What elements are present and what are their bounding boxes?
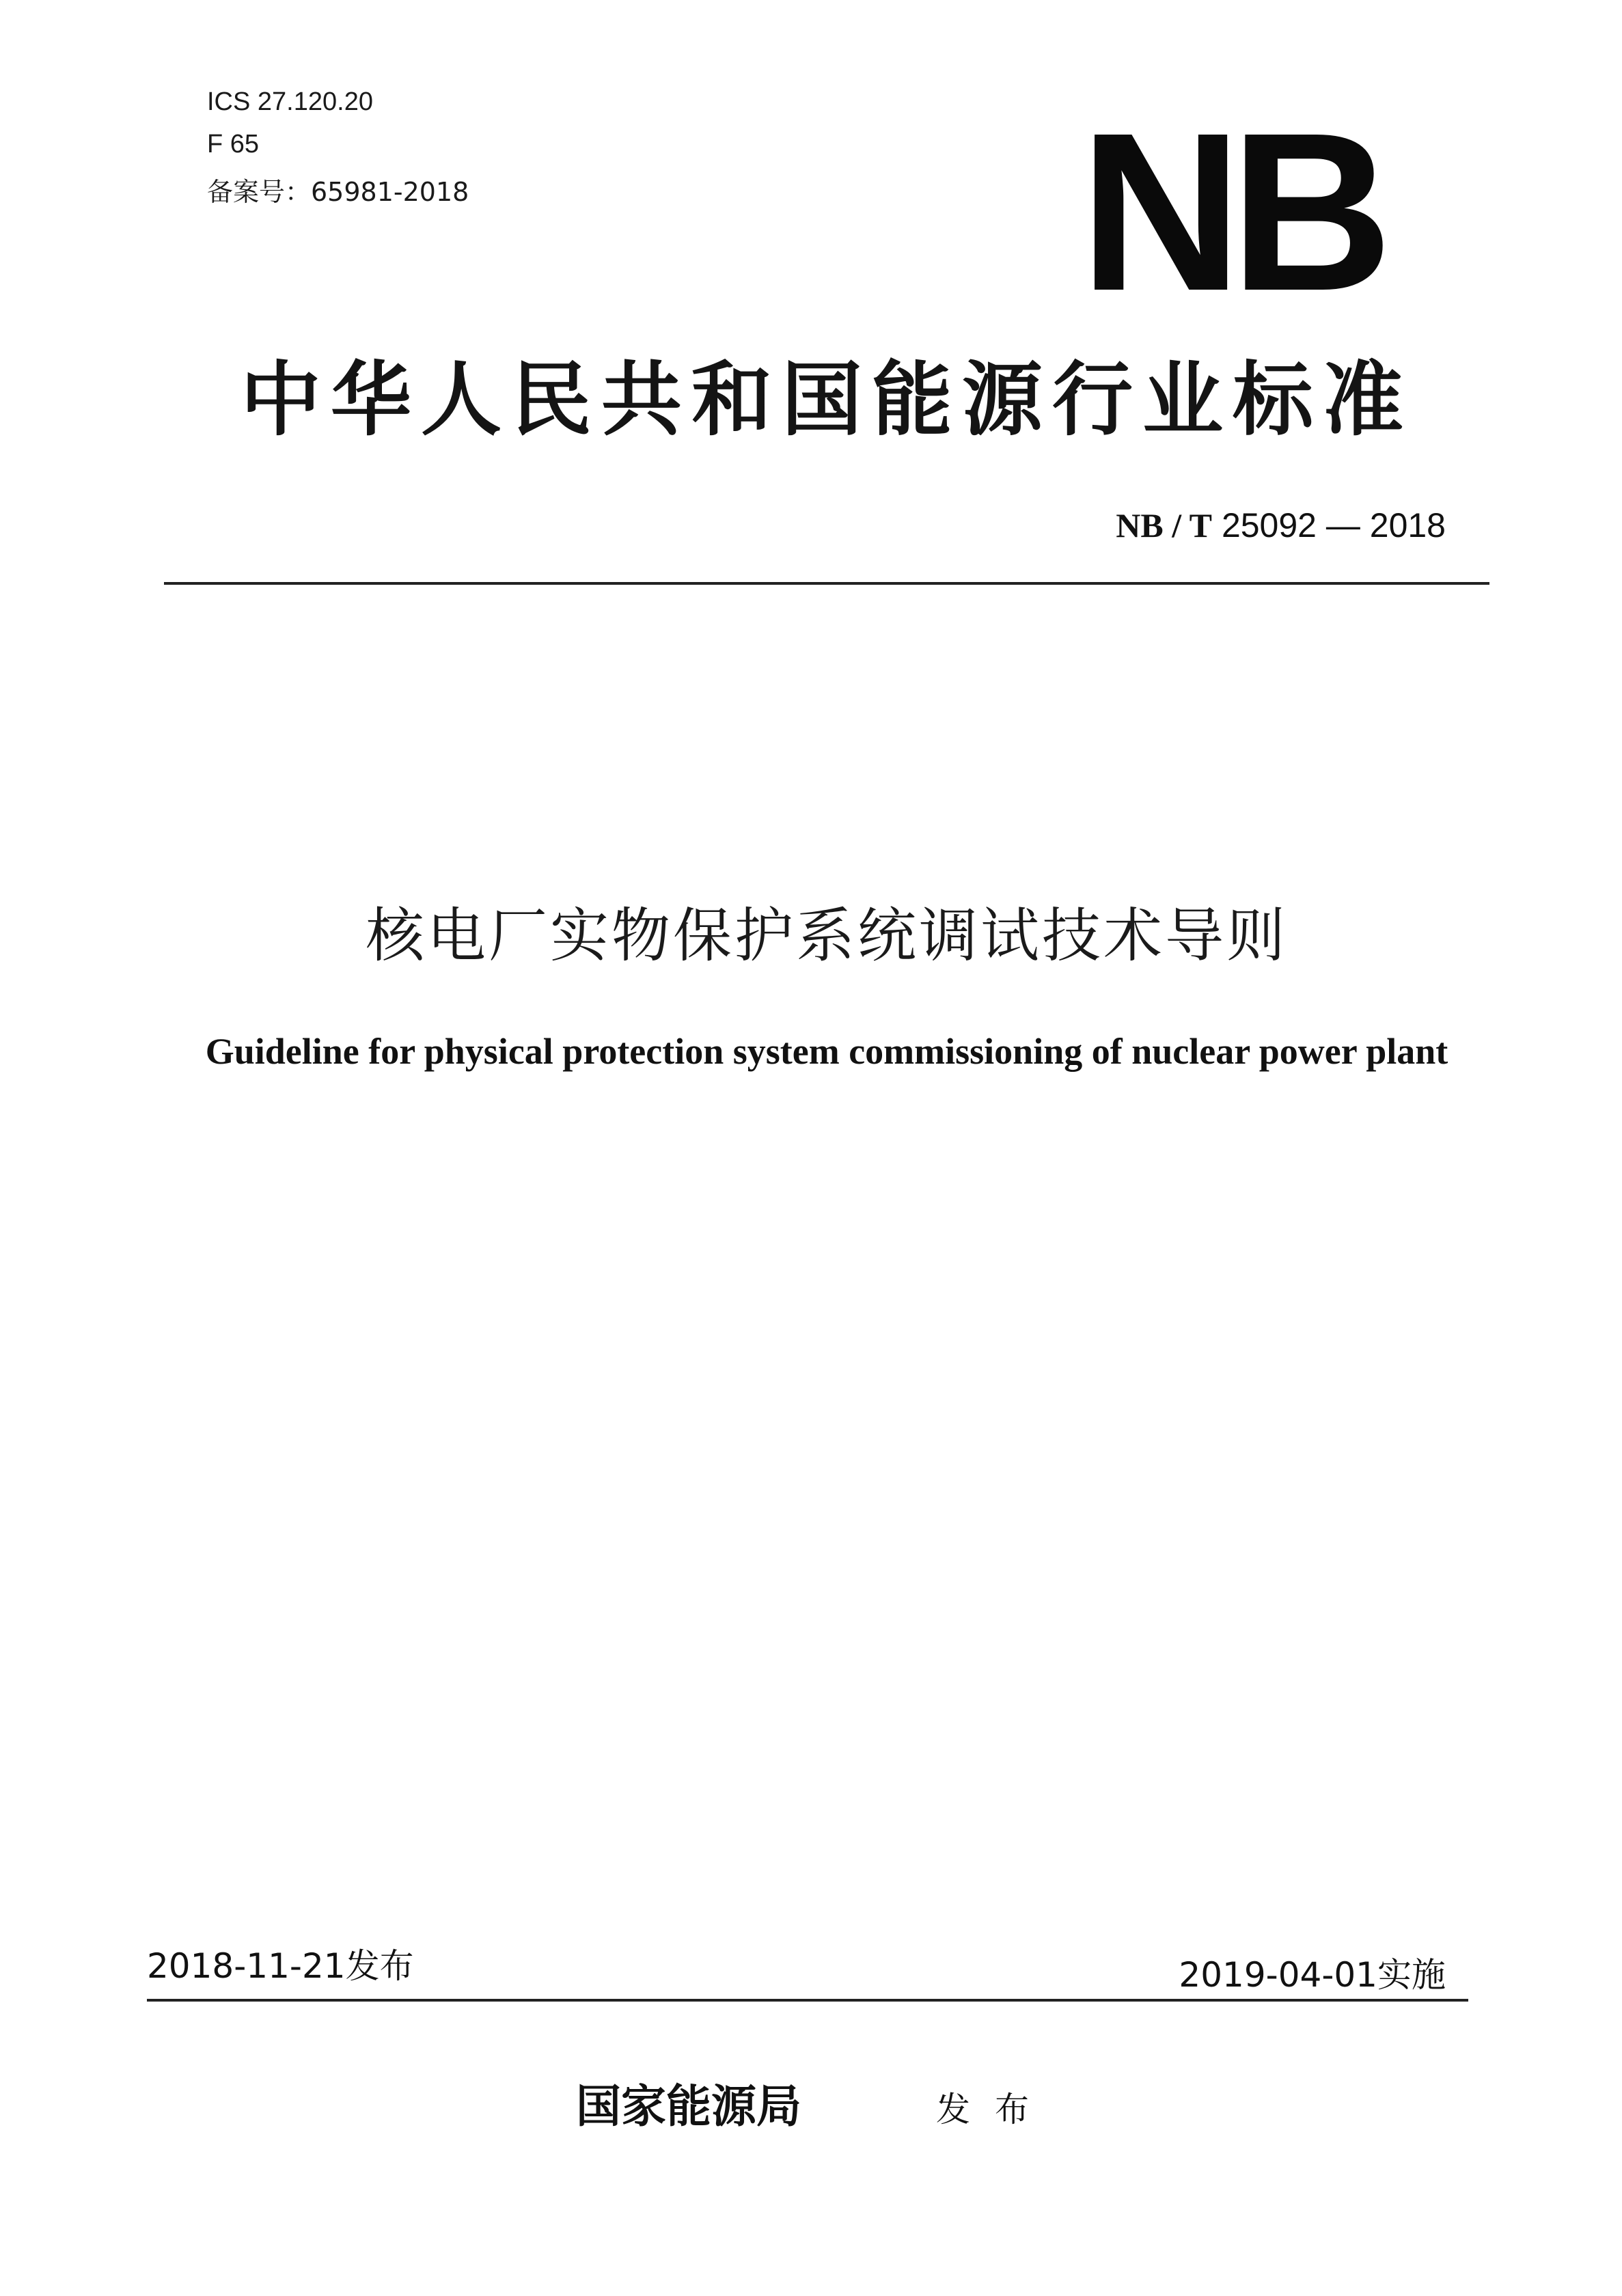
standard-number [1116, 506, 1446, 545]
implementation-date: 2019-04-01实施 [1179, 1955, 1446, 1995]
issue-date: 2018-11-21发布 [147, 1946, 414, 1986]
standard-number-value: 25092 — 2018 [1221, 506, 1446, 544]
ics-code: ICS 27.120.20 [207, 87, 373, 116]
record-number: 备案号：65981-2018 [207, 177, 469, 207]
document-title-chinese: 核电厂实物保护系统调试技术导则 [366, 902, 1288, 970]
nb-logo: NB [1080, 85, 1381, 337]
document-title-english: Guideline for physical protection system commissioning of nuclear power plant [205, 1031, 1448, 1072]
publish-label: 发布 [936, 2090, 1054, 2129]
header-divider [164, 582, 1489, 585]
standard-category-title: 中华人民共和国能源行业标准 [240, 352, 1413, 447]
ccs-code: F 65 [207, 130, 260, 158]
footer-divider [147, 1999, 1468, 2002]
publisher-name: 国家能源局 [576, 2079, 801, 2133]
standard-code-prefix: NB / T [1116, 506, 1213, 544]
